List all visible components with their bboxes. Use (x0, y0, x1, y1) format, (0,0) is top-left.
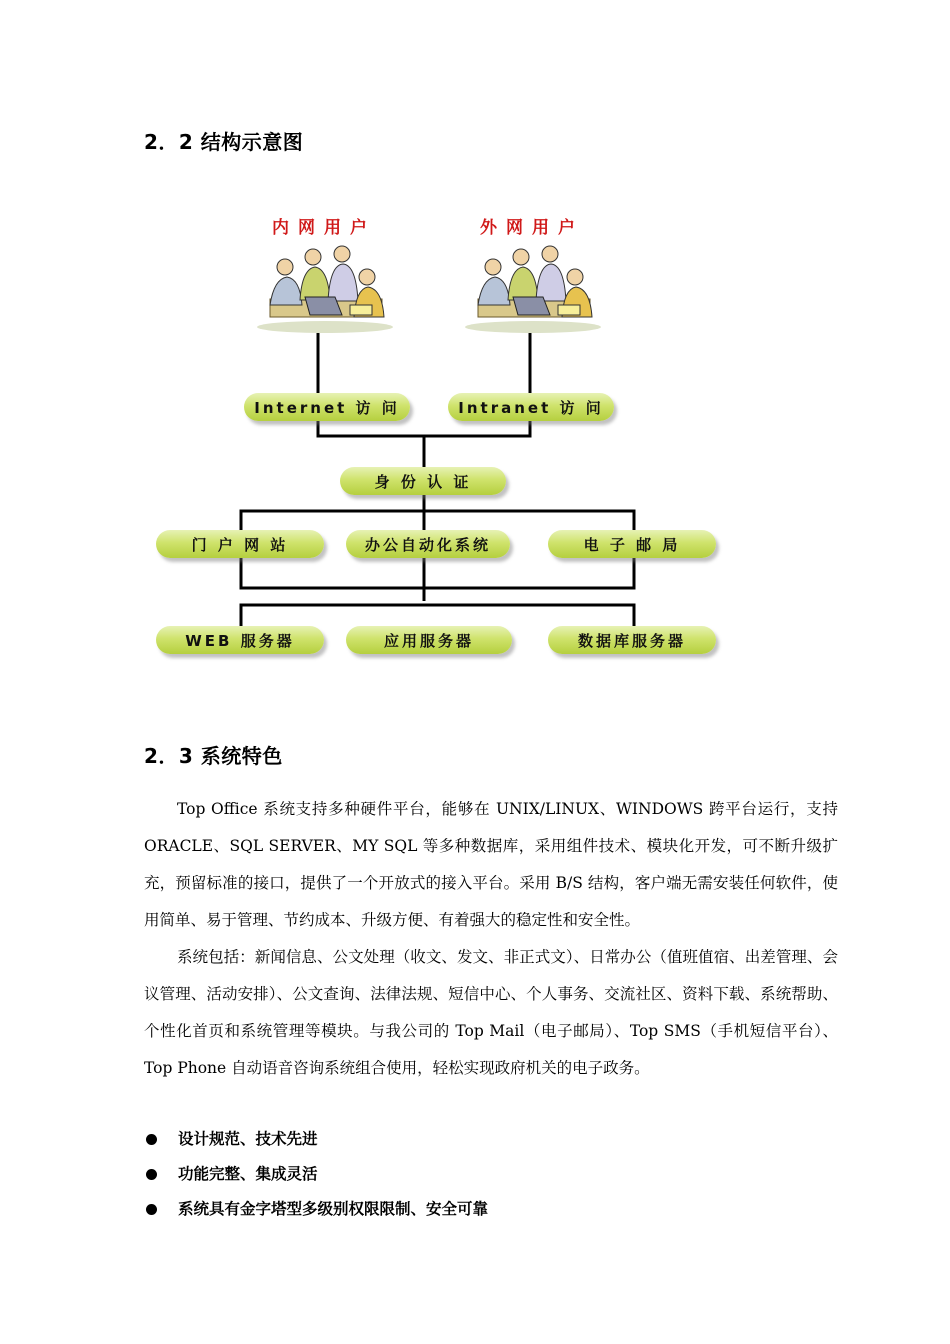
database-server-node: 数据库服务器 (548, 626, 716, 654)
bullet-text: 系统具有金字塔型多级别权限限制、安全可靠 (178, 1200, 489, 1218)
section-heading-2-2: 2．2 结构示意图 (144, 130, 304, 154)
bullet-dot-icon (146, 1134, 157, 1145)
paragraph-modules: 系统包括：新闻信息、公文处理（收文、发文、非正式文）、日常办公（值班值宿、出差管理、会议管理、活动安排）、公文查询、法律法规、短信中心、个人事务、交流社区、资料下载、系统帮助、个性化首页和系统管理等模块。与我公司的 Top Mail（电子邮局）、Top SMS（手机短信平台）、Top Phone 自动语音咨询系统组合使用，轻松实现政府机关的电子政务。 (144, 948, 838, 1077)
list-item (144, 1157, 488, 1192)
office-automation-node: 办公自动化系统 (346, 530, 510, 558)
section-heading-2-3: 2．3 系统特色 (144, 744, 283, 768)
internet-access-node: Internet 访 问 (244, 393, 410, 421)
portal-site-node: 门 户 网 站 (156, 530, 324, 558)
bullet-text: 功能完整、集成灵活 (178, 1165, 318, 1183)
structure-diagram (150, 205, 730, 675)
paragraph-platform-support: Top Office 系统支持多种硬件平台，能够在 UNIX/LINUX、WINDOWS 跨平台运行，支持 ORACLE、SQL SERVER、MY SQL 等多种数据库，采用组件技术、模块化开发，可不断升级扩充，预留标准的接口，提供了一个开放式的接入平台。采用 B/S 结构，客户端无需安装任何软件，使用简单、易于管理、节约成本、升级方便、有着强大的稳定性和安全性。 (144, 800, 838, 929)
feature-bullet-list (144, 1122, 488, 1227)
intranet-access-node: Intranet 访 问 (448, 393, 614, 421)
diagram-connector-lines (150, 205, 730, 675)
identity-auth-node: 身 份 认 证 (340, 467, 506, 495)
bullet-dot-icon (146, 1204, 157, 1215)
bullet-text: 设计规范、技术先进 (178, 1130, 318, 1148)
internal-users-label: 内网用户 (272, 218, 376, 238)
list-item (144, 1192, 488, 1227)
external-users-illustration (458, 245, 608, 335)
list-item (144, 1122, 488, 1157)
web-server-node: WEB 服务器 (156, 626, 324, 654)
internal-users-illustration (250, 245, 400, 335)
application-server-node: 应用服务器 (346, 626, 512, 654)
bullet-dot-icon (146, 1169, 157, 1180)
email-office-node: 电 子 邮 局 (548, 530, 716, 558)
external-users-label: 外网用户 (480, 218, 584, 238)
